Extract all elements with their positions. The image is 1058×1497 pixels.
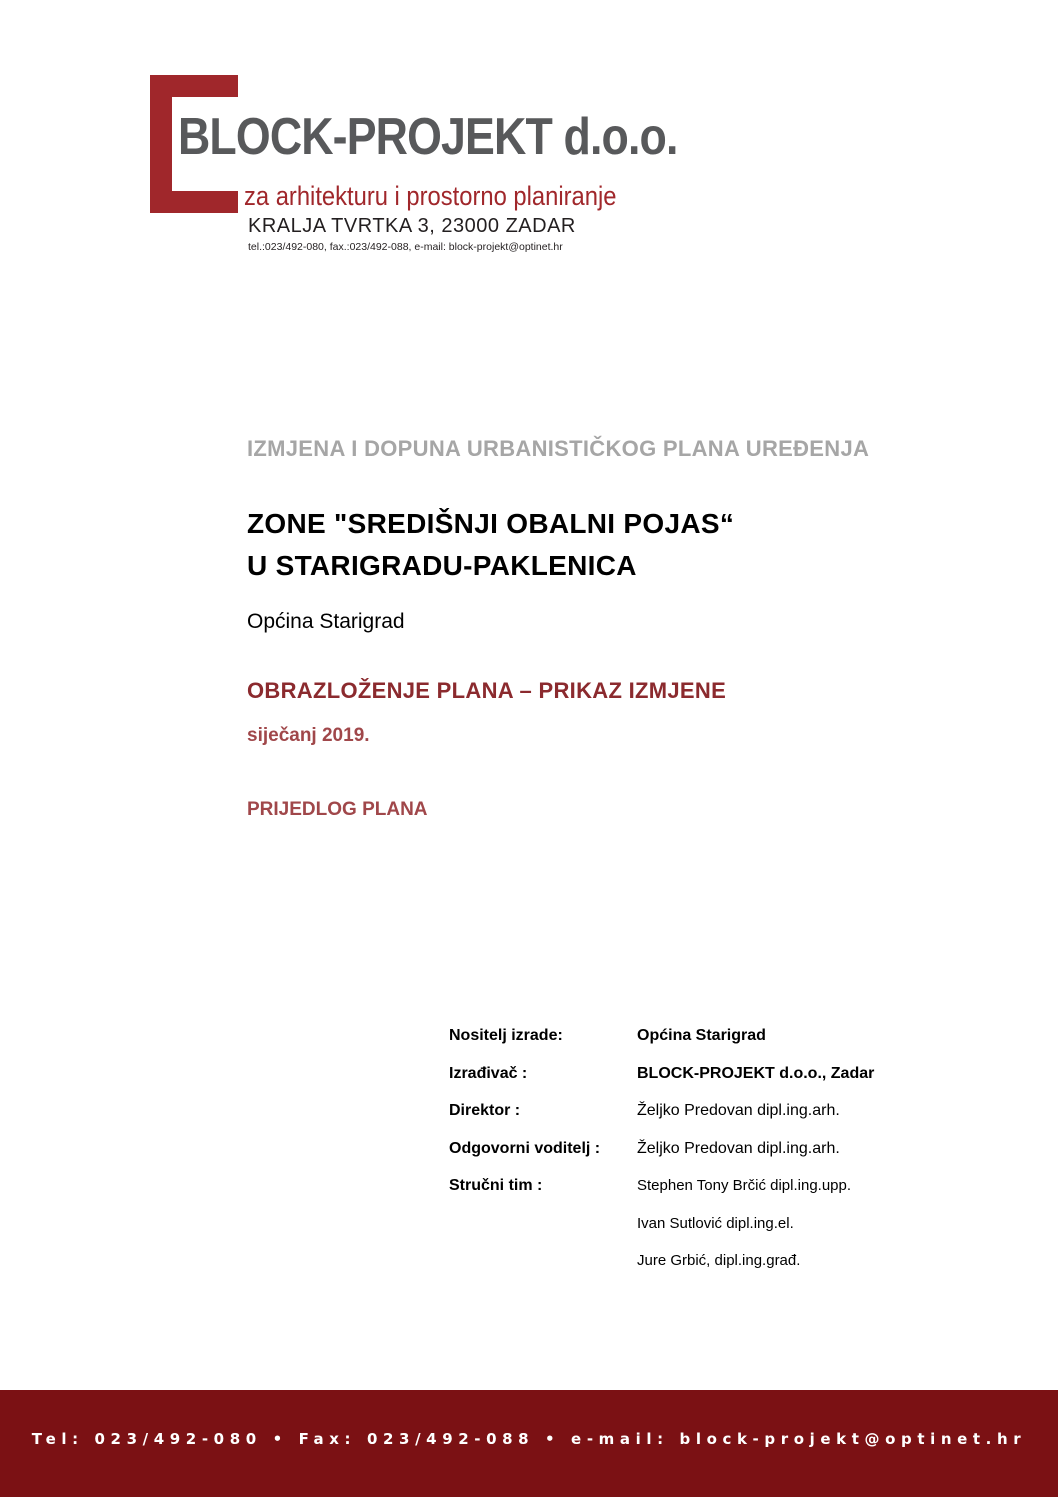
credits-value: Željko Predovan dipl.ing.arh. bbox=[637, 1102, 840, 1119]
logo-tagline: za arhitekturu i prostorno planiranje bbox=[244, 181, 617, 211]
document-title-line-1: ZONE "SREDIŠNJI OBALNI POJAS“ bbox=[247, 508, 735, 539]
document-status: PRIJEDLOG PLANA bbox=[247, 799, 428, 820]
credits-label: Stručni tim : bbox=[449, 1177, 543, 1194]
municipality: Općina Starigrad bbox=[247, 610, 405, 633]
document-title bbox=[247, 503, 947, 587]
document-subtitle: OBRAZLOŽENJE PLANA – PRIKAZ IZMJENE bbox=[247, 678, 727, 703]
credits-value: Stephen Tony Brčić dipl.ing.upp. bbox=[637, 1177, 852, 1194]
credits-value: Jure Grbić, dipl.ing.građ. bbox=[637, 1252, 801, 1269]
company-logo bbox=[150, 75, 678, 265]
credits-label: Nositelj izrade: bbox=[449, 1027, 563, 1044]
document-title-line-2: U STARIGRADU-PAKLENICA bbox=[247, 550, 637, 581]
footer-contact: Tel: 023/492-080 • Fax: 023/492-088 • e-mail: block-projekt@optinet.hr bbox=[31, 1430, 1027, 1448]
credits-label: Direktor : bbox=[449, 1102, 521, 1119]
footer-bar bbox=[0, 1390, 1058, 1497]
logo-company-name: BLOCK-PROJEKT d.o.o. bbox=[178, 108, 678, 166]
credits-value: Ivan Sutlović dipl.ing.el. bbox=[637, 1214, 794, 1232]
credits-value: Općina Starigrad bbox=[637, 1027, 766, 1044]
credits-label: Izrađivač : bbox=[449, 1064, 528, 1082]
document-date: siječanj 2019. bbox=[247, 725, 370, 746]
credits-value: BLOCK-PROJEKT d.o.o., Zadar bbox=[637, 1064, 875, 1082]
logo-contact: tel.:023/492-080, fax.:023/492-088, e-mail: block-projekt@optinet.hr bbox=[248, 241, 563, 253]
credits-label: Odgovorni voditelj : bbox=[449, 1139, 601, 1157]
document-overline: IZMJENA I DOPUNA URBANISTIČKOG PLANA UREĐENJA bbox=[247, 436, 870, 461]
logo-address: KRALJA TVRTKA 3, 23000 ZADAR bbox=[248, 215, 576, 237]
credits-value: Željko Predovan dipl.ing.arh. bbox=[637, 1139, 840, 1157]
